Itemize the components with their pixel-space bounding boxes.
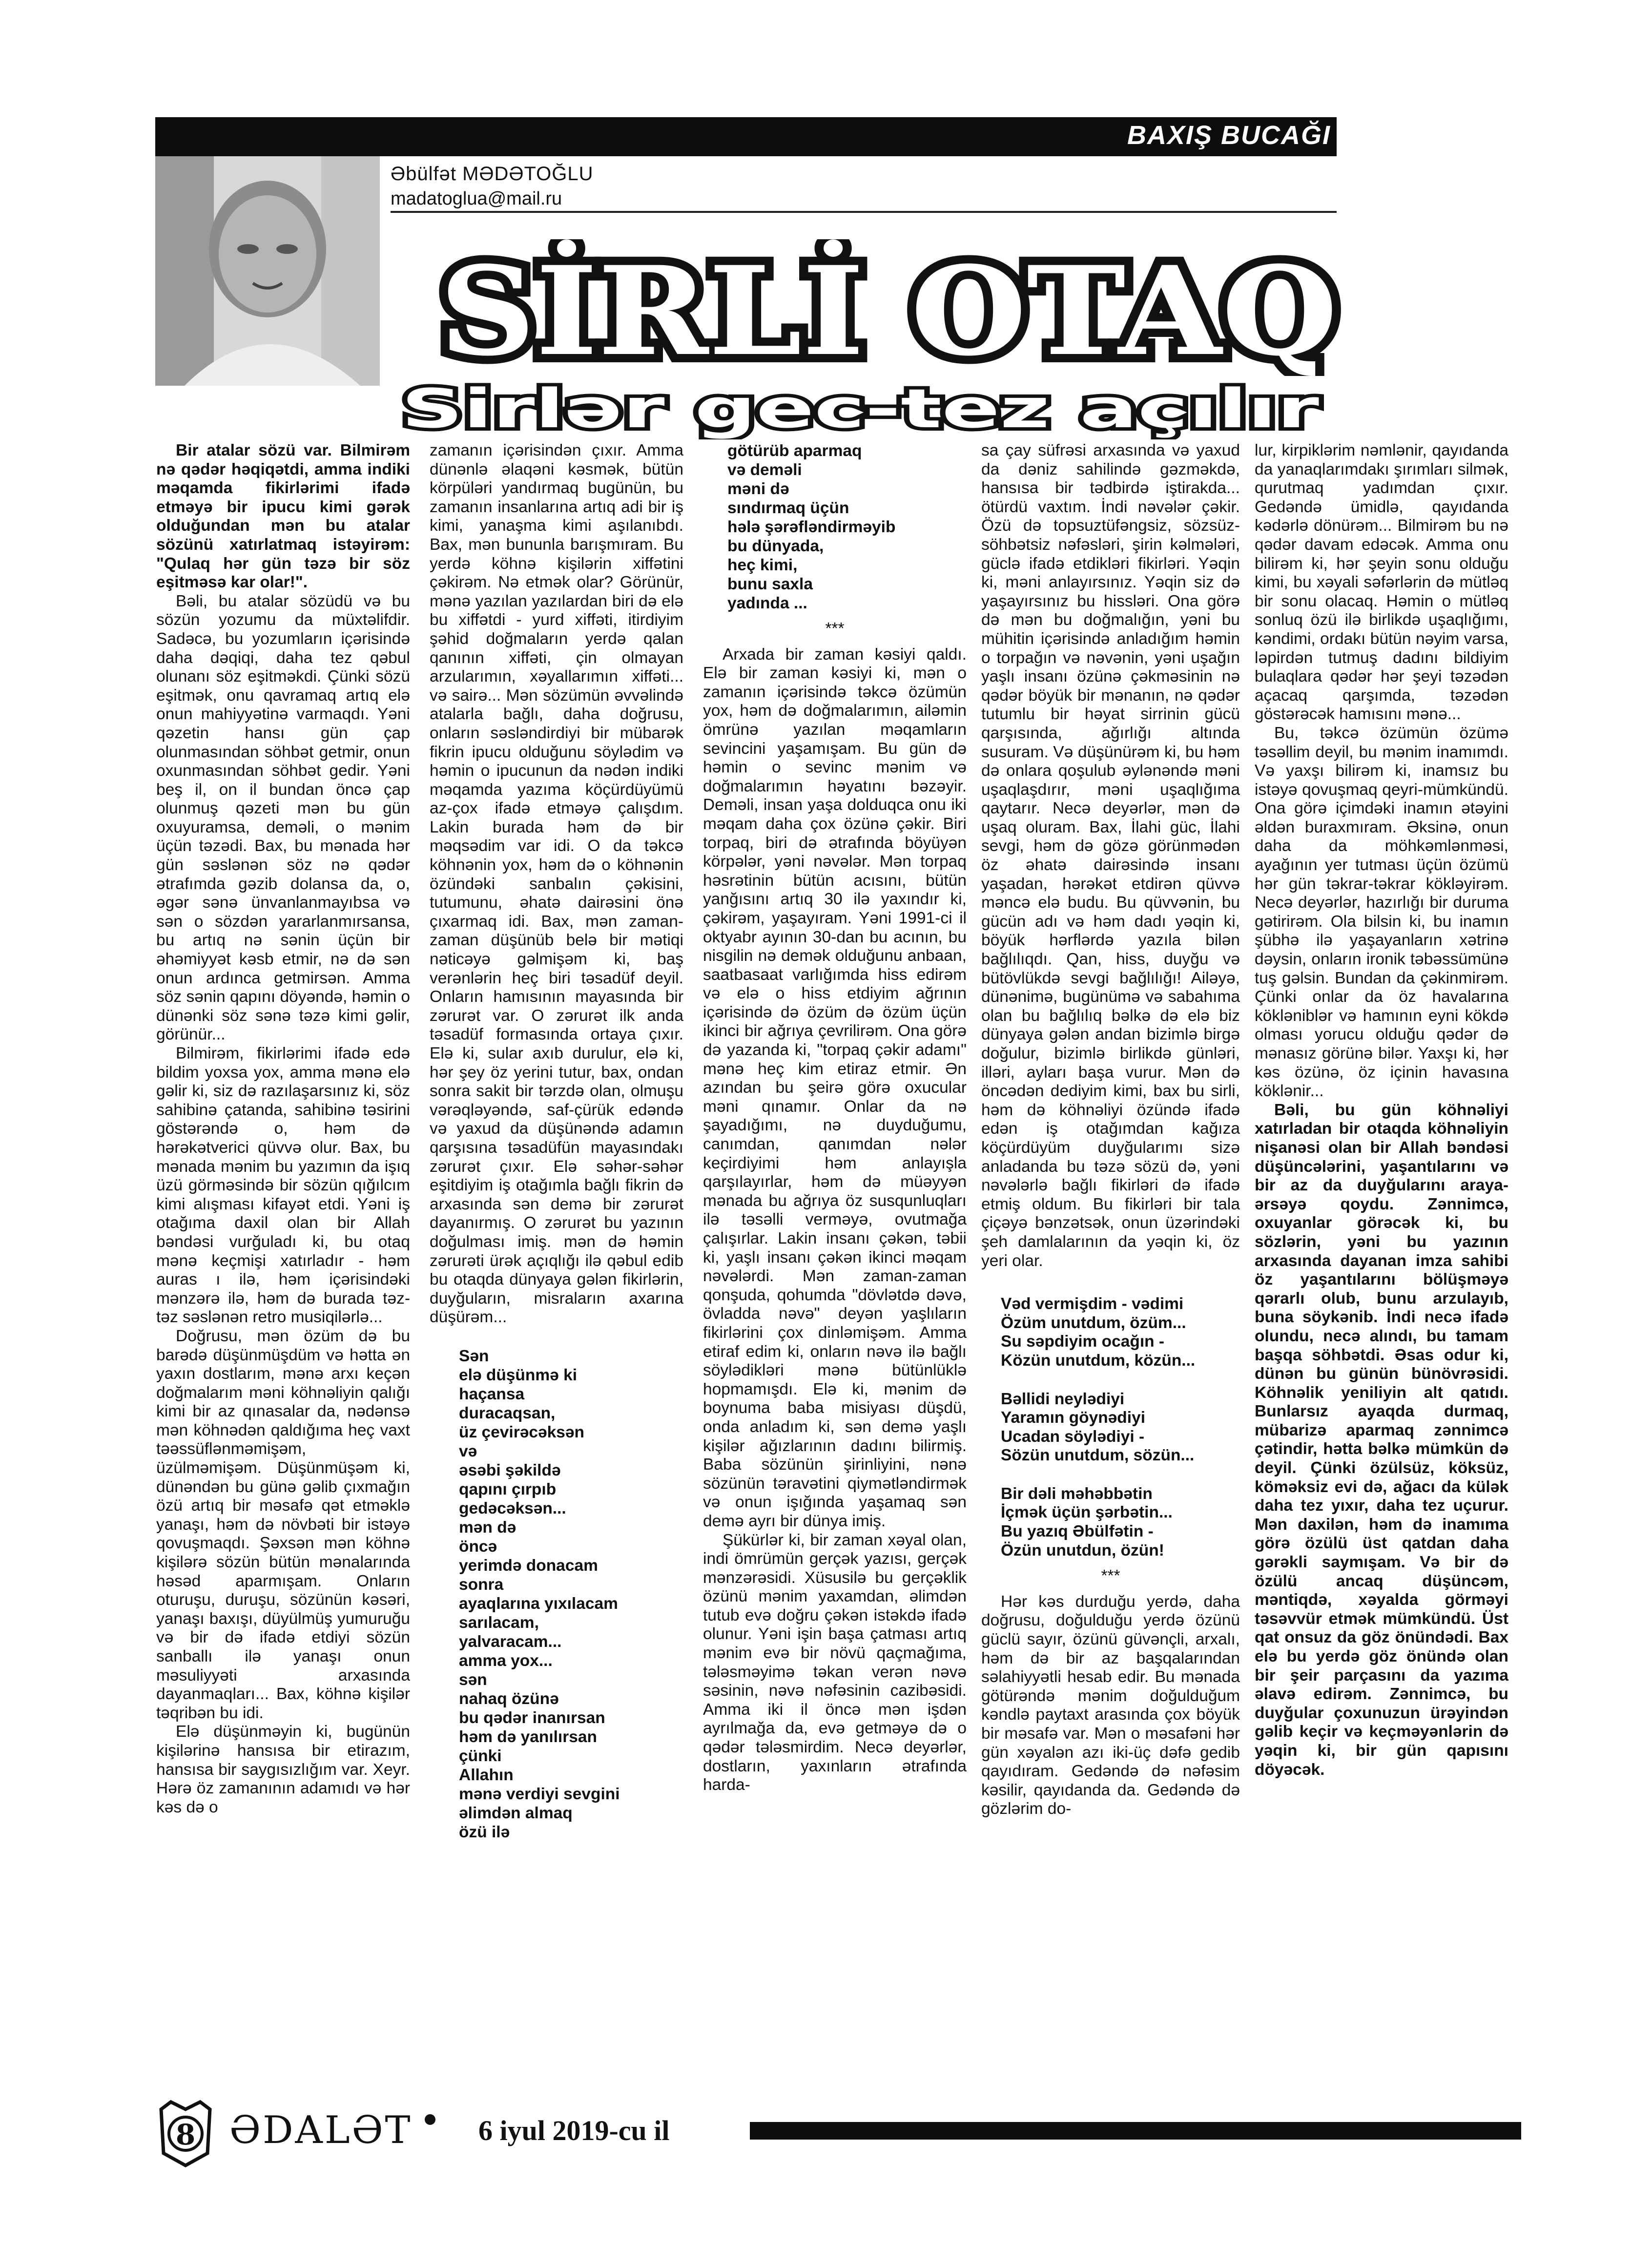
author-email: madatoglua@mail.ru <box>391 188 562 209</box>
article-paragraph: Bəli, bu atalar sözüdü və bu sözün yozumu da müxtəlifdir. Sadəcə, bu yozumların içərisində daha dəqiqi, daha tez qəbul olunanı söz eşitməkdi. Çünki sözü eşitmək, onu qavramaq artıq elə onun mahiyyətinə varmaqdı. Yəni qəzetin hansı gün çap olunmasından söhbət getmir, onun oxunmasından söhbət gedir. Yəni beş il, on il bundan öncə çap olunmuş qəzeti mən bu gün oxuyuramsa, deməli, o mənim üçün təzədi. Bax, bu mənada hər gün səslənən söz nə qədər ətrafımda gəzib dolansa da, o, əgər sənə ünvanlanmayıbsa və sən o sözdən yararlanmırsansa, bu artıq nə sənin üçün bir əhəmiyyət kəsb etmir, nə də sən onun ardınca getmirsən. Amma söz sənin qapını döyəndə, həmin o dünənki söz sənə təzə kimi gəlir, görünür... <box>156 592 410 1044</box>
poem-stanza: Vəd vermişdim - vədimi Özüm unutdum, özüm... Su səpdiyim ocağın - Közün unutdum, közün... <box>1001 1295 1196 1370</box>
section-label: BAXIŞ BUCAĞI <box>1127 121 1331 150</box>
subheadline <box>396 381 1324 439</box>
headline-subtitle: Sirlər gec-tez açılır <box>401 381 1319 439</box>
article-paragraph: Şükürlər ki, bir zaman xəyal olan, indi ömrümün gerçək yazısı, gerçək mənzərəsidi. Xüsusilə bu gerçəklik özünü mənim yaxamdan, əlimdən tutub evə doğru çəkən istəkdə ifadə olunur. Yəni işin başa çatması artıq mənim evə bir növü qaçmağıma, tələsməyimə təkan verən nəvə səsinin, nəvə nəfəsinin cazibəsidi. Amma iki il öncə mən işdən ayrılmağa da, evə getməyə də o qədər tələsmirdim. Necə deyərlər, dostların, yaxınların ətrafında harda- <box>703 1531 967 1794</box>
article-paragraph: Elə düşünməyin ki, bugünün kişilərinə hansısa bir etirazım, hansısa bir saygısızlığım var. Xeyr. Hərə öz zamanının adamıdı və hər kəs də o <box>156 1723 410 1816</box>
article-paragraph: Arxada bir zaman kəsiyi qaldı. Elə bir zaman kəsiyi ki, mən o zamanın içərisində təkcə özümün yox, həm də doğmalarımın, ailəmin ömrünə yazılan məqamların sevincini yaşamışam. Bu gün də həmin o sevinc mənim və doğmalarımın həyatını bəzəyir. Deməli, insan yaşa dolduqca onu iki məqam daha çox özünə çəkir. Biri torpaq, biri də ətrafında böyüyən körpələr, yəni nəvələr. Mən torpaq həsrətinin bütün acısını, bütün yanğısını artıq 30 ilə yaxındır ki, çəkirəm, yaşayıram. Yəni 1991-ci il oktyabr ayının 30-dan bu acının, bu nisgilin nə demək olduğunu anbaan, saatbasaat varlığımda hiss edirəm və elə o hiss etdiyim ağrının içərisində də özüm də özüm üçün ikinci bir ağrıya çevrilirəm. Ona görə də yazanda ki, "torpaq çəkir adamı" mənə heç kim etiraz etmir. Ən azından bu şeirə görə oxucular məni qınamır. Onlar da nə şayadığımı, nə duyduğumu, canımdan, qanımdan nələr keçirdiyimi həm anlayışla qarşılayırlar, həm də müəyyən mənada bu ağrıya öz susqunluqları ilə təsəlli verməyə, ovutmağa çalışırlar. Lakin insanı çəkən, təbii ki, yaşlı insanı çəkən ikinci məqam nəvələrdi. Mən zaman-zaman qonşuda, qohumda "dövlətdə dəvə, övladda nəvə" deyən yaşlıların fikirlərini çox dinləmişəm. Amma etiraf edim ki, onların nəvə ilə bağlı söylədikləri mənə bütünlüklə hopmamışdı. Elə ki, mənim də boynuma baba misiyası düşdü, onda anladım ki, sən demə yaşlı kişilər ağızlarının dadını bilirmiş. Baba sözünün şirinliyini, nənə sözünün təravətini qiymətləndirmək və onun işığında yaşamaq sən demə ayrı bir dünya imiş. <box>703 645 967 1530</box>
poem-verse: götürüb aparmaq və deməli məni də sındırmaq üçün hələ şərəfləndirməyib bu dünyada, heç kimi, bunu saxla yadında ... <box>727 442 896 612</box>
section-divider: *** <box>825 620 845 638</box>
headline <box>434 239 1342 376</box>
header-rule <box>391 211 1337 213</box>
issue-date: 6 iyul 2019-cu il <box>478 2115 670 2146</box>
header-bar <box>155 117 1337 156</box>
article-paragraph: Bu, təkcə özümün özümə təsəllim deyil, bu mənim inamımdı. Və yaxşı bilirəm ki, inamsız bu istəyə qovuşmaq qeyri-mümkündü. Ona görə içimdəki inamın ətəyini əldən buraxmıram. Əksinə, onun daha da möhkəmlənməsi, ayağının yer tutması üçün özümü hər gün təkrar-təkrar kökləyirəm. Necə deyərlər, hazırlığı bir duruma gətirirəm. Ola bilsin ki, bu inamın şübhə ilə yaşayanların xətrinə dəysin, onların ironik təbəssümünə tuş gəlsin. Bundan da çəkinmirəm. Çünki onlar da öz havalarına kökləniblər və hamının eyni kökdə olması yorucu olduğu qədər də mənasız görünə bilər. Yaxşı ki, hər kəs özünə, öz içinin havasına köklənir... <box>1255 724 1508 1101</box>
newspaper-emblem-icon <box>156 2100 215 2168</box>
page-number: 8 <box>175 2118 196 2151</box>
article-column-1 <box>156 441 410 1817</box>
footer-bar <box>750 2122 1521 2140</box>
author-name: Əbülfət MƏDƏTOĞLU <box>391 163 594 185</box>
article-column-2 <box>430 441 683 1842</box>
article-paragraph: zamanın içərisindən çıxır. Amma dünənlə əlaqəni kəsmək, bütün körpüləri yandırmaq bugünün, bu zamanın insanlarına artıq adi bir iş kimi, yanaşma kimi aşılanıbdı. Bax, mən bununla barışmıram. Bu yerdə köhnə kişilərin xiffətini çəkirəm. Nə etmək olar? Görünür, mənə yazılan yazılardan biri də elə bu xiffətdi - yurd xiffəti, itirdiyim şəhid doğmaların yerdə qalan qanının xiffəti, çin olmayan arzularımın, xəyallarımın xiffəti... və sairə... Mən sözümün əvvəlində atalarla bağlı, daha doğrusu, onların səsləndirdiyi bir mübarək fikrin ipucu olduğunu söylədim və həmin o ipucunun da nədən indiki məqamda yazıma köçürdüyümü az-çox ifadə etməyə çalışdım. Lakin burada həm də bir məqsədim var idi. O da təkcə köhnənin yox, həm də o köhnənin özündəki sanbalın çəkisini, tutumunu, əhatə dairəsini önə çıxarmaq idi. Bax, mən zaman-zaman düşünüb belə bir mətiqi nəticəyə gəlmişəm ki, baş verənlərin heç biri təsadüf deyil. Onların hamısının mayasında bir zərurət var. O zərurət ilk anda təsadüf formasında ortaya çıxır. Elə ki, sular axıb durulur, elə ki, hər şey öz yerini tutur, bax, ondan sonra sakit bir tərzdə olan, olmuşu vərəqləyəndə, saf-çürük edəndə və yaxud da düşünəndə adamın qarşısına təsadüfün mayasındakı zərurət çıxır. Elə səhər-səhər eşitdiyim iş otağımla bağlı fikrin də arxasında sən demə bir zərurət dayanırmış. O zərurət bu yazının doğulması imiş. mən də həmin zərurəti ürək açıqlığı ilə qəbul edib bu otaqda dünyaya gələn fikirlərin, duyğuların, misraların axarına düşürəm... <box>430 441 683 1327</box>
article-paragraph: Doğrusu, mən özüm də bu barədə düşünmüşdüm və hətta ən yaxın dostlarım, mənə arxı keçən doğmalarım məni köhnəliyin qalığı kimi bir az qınasalar da, nədənsə mən köhnədən qaldığıma heç vaxt təəssüflənməmişəm, üzülməmişəm. Düşünmüşəm ki, dünəndən bu günə gəlib çıxmağın özü artıq bir məsafə qət etməklə yanaşı, həm də növbəti bir istəyə qovuşmaqdı. Şəxsən mən köhnə kişilərə sözün bütün mənalarında həsəd aparmışam. Onların oturuşu, duruşu, sözünün kəsəri, yanaşı baxışı, düyülmüş yumuruğu və bir də ifadə etdiyi sözün sanballı ilə yanaşı onun məsuliyyəti arxasında dayanmaqları... Bax, köhnə kişilər təqribən bu idi. <box>156 1327 410 1722</box>
article-paragraph: lur, kirpiklərim nəmlənir, qayıdanda da yanaqlarımdakı şırımları silmək, qurutmaq yadımdan çıxır. Gedəndə ümidlə, qayıdanda kədərlə dönürəm... Bilmirəm bu nə qədər davam edəcək. Amma onu bilirəm ki, hər şeyin sonu olduğu kimi, bu xəyali səfərlərin də mütləq bir sonu olacaq. Həmin o mütləq sonluq özü ilə birlikdə uşaqlığımı, kəndimi, ordakı bütün nəyim varsa, ləpirdən tutmuş dadını bildiyim bulaqlara qədər hər şeyi təzədən açacaq qarşımda, təzədən göstərəcək hamısını mənə... <box>1255 441 1508 724</box>
author-photo-image <box>155 156 380 386</box>
newspaper-name: ƏDALƏT <box>229 2108 413 2152</box>
article-lead: Bir atalar sözü var. Bilmirəm nə qədər həqiqətdi, amma indiki məqamda fikirlərimi ifadə etməyə bir ipucu kimi gərək olduğundan mən bu atalar sözünü xatırlatmaq istəyirəm: "Qulaq hər gün təzə bir söz eşitməsə kar olar!". <box>156 441 410 592</box>
article-paragraph: Hər kəs durduğu yerdə, daha doğrusu, doğulduğu yerdə özünü güclü sayır, özünü güvənçli, arxalı, həm də bir az başqalarından səlahiyyətli hesab edir. Bu mənada götürəndə mənim doğulduğum kəndlə paytaxt arasında çox böyük bir məsafə var. Mən o məsafəni hər gün xəyalən azı iki-üç dəfə gedib qayıdıram. Gedəndə də nəfəsim kəsilir, qayıdanda da. Gedəndə də gözlərim do- <box>981 1592 1240 1818</box>
headline-title: SİRLİ OTAQ <box>439 239 1338 376</box>
poem-verse: Sən elə düşünmə ki haçansa duracaqsan, üz çevirəcəksən və əsəbi şəkildə qapını çırpıb gedəcəksən... mən də öncə yerimdə donacam sonra ayaqlarına yıxılacam sarılacam, yalvaracam... amma yox... sən nahaq özünə bu qədər inanırsan həm də yanılırsan çünki Allahın mənə verdiyi sevgini əlimdən almaq özü ilə <box>459 1347 620 1841</box>
article-column-5 <box>1255 441 1508 1779</box>
poem-stanza: Bir dəli məhəbbətin İçmək üçün şərbətin... Bu yazıq Əbülfətin - Özün unutdun, özün! <box>1001 1484 1173 1560</box>
article-paragraph-bold: Bəli, bu gün köhnəliyi xatırladan bir otaqda köhnəliyin nişanəsi olan bir Allah bəndəsi düşüncələrini, yaşantılarını və bir az da duyğularını araya-ərsəyə qoydu. Zənnimcə, oxuyanlar görəcək ki, bu sözlərin, yəni bu yazının arxasında dayanan imza sahibi öz yaşantılarını bölüşməyə qərarlı olub, bunu arzulayıb, buna söykənib. İndi necə ifadə olundu, necə alındı, bu tamam başqa söhbətdi. Əsas odur ki, dünən bu günün bünövrəsidi. Köhnəlik yeniliyin alt qatıdı. Bunlarsız ayaqda durmaq, mübarizə aparmaq zənnimcə çətindir, hətta bəlkə mümkün də deyil. Çünki özülsüz, köksüz, köməksiz evi də, ağacı da külək daha tez yıxır, daha tez uçurur. Mən daxilən, həm də inamıma görə özülü üst qatdan daha gərəkli saymışam. Və bir də özülü ancaq düşüncəm, məntiqdə, xəyalda görməyi təsəvvür etmək mümkündü. Üst qat onsuz da göz önündədi. Bax elə bu yerdə göz önündə olan bir şeir parçasını da yazıma əlavə edirəm. Zənnimcə, bu duyğular çoxunuzun ürəyindən gəlib keçir və keçməyənlərin də yəqin ki, bir gün qapısını döyəcək. <box>1255 1101 1508 1779</box>
article-column-3 <box>703 441 967 1795</box>
section-divider: *** <box>1101 1567 1120 1585</box>
article-paragraph: sa çay süfrəsi arxasında və yaxud da dəniz sahilində gəzməkdə, hansısa bir tədbirdə iştirakda... ötürdü vaxtım. İndi nəvələr çəkir. Özü də topsuztüfəngsiz, sözsüz- söhbətsiz nəfəsləri, şirin kəlmələri, güclə ifadə etdikləri fikirləri. Yəqin ki, məni anlayırsınız. Yəqin siz də yaşayırsınız bu hissləri. Ona görə də mən bu doğmalığın, yəni bu mühitin içərisində anladığım həmin o torpağın və nəvənin, yəni uşağın yaşlı insanı özünə çəkməsinin nə qədər böyük bir mənanın, nə qədər tutumlu bir həyat sirrinin gücü qarşısında, ağırlığı altında susuram. Və düşünürəm ki, bu həm də onlara qoşulub əylənəndə məni uşaqlaşdırır, məni uşaqlığıma qaytarır. Necə deyərlər, mən də uşaq oluram. Bax, İlahi güc, İlahi sevgi, həm də gözə görünmədən öz əhatə dairəsində insanı yaşadan, hərəkət etdirən qüvvə məncə elə budu. Bu qüvvənin, bu gücün adı və həm dadı yəqin ki, böyük hərflərdə yazıla bilən bağlılıqdı. Qan, hiss, duyğu və bütövlükdə sevgi bağlılığı! Ailəyə, dünənimə, bugünümə və sabahıma olan bu bağlılıq bəlkə də elə biz dünyaya gələn andan bizimlə birgə doğulur, bizimlə birlikdə günləri, illəri, ayları başa vurur. Mən də öncədən dediyim kimi, bax bu sirli, həm də köhnəliyi özündə ifadə edən iş otağımdan kağıza köçürdüyüm duyğularımı sizə anladanda bu təzə sözü də, yəni nəvələrlə bağlı fikirləri də ifadə etmiş oldum. Bu fikirləri bir tala çiçəyə bənzətsək, onun üzərindəki şeh damlalarının da yəqin ki, öz yeri olar. <box>981 441 1240 1270</box>
poem-stanza: Bəllidi neylədiyi Yaramın göynədiyi Ucadan söylədiyi - Sözün unutdum, sözün... <box>1001 1390 1195 1465</box>
article-column-4 <box>981 441 1240 1819</box>
author-photo <box>155 156 380 386</box>
footer-bullet <box>425 2114 435 2125</box>
article-paragraph: Bilmirəm, fikirlərimi ifadə edə bildim yoxsa yox, amma mənə elə gəlir ki, siz də razılaşarsınız ki, söz sahibinə çatanda, sahibinə təsirini göstərəndə o, həm də hərəkətverici qüvvə olur. Bax, bu mənada mənim bu yazımın da işıq üzü görməsində bir sözün qığılcım kimi alışması kifayət etdi. Yəni iş otağıma daxil olan bir Allah bəndəsi vurğuladı ki, bu otaq mənə keçmişi xatırladır - həm auras ı ilə, həm içərisindəki mənzərə ilə, həm də burada təz-təz səslənən retro musiqilərlə... <box>156 1044 410 1327</box>
